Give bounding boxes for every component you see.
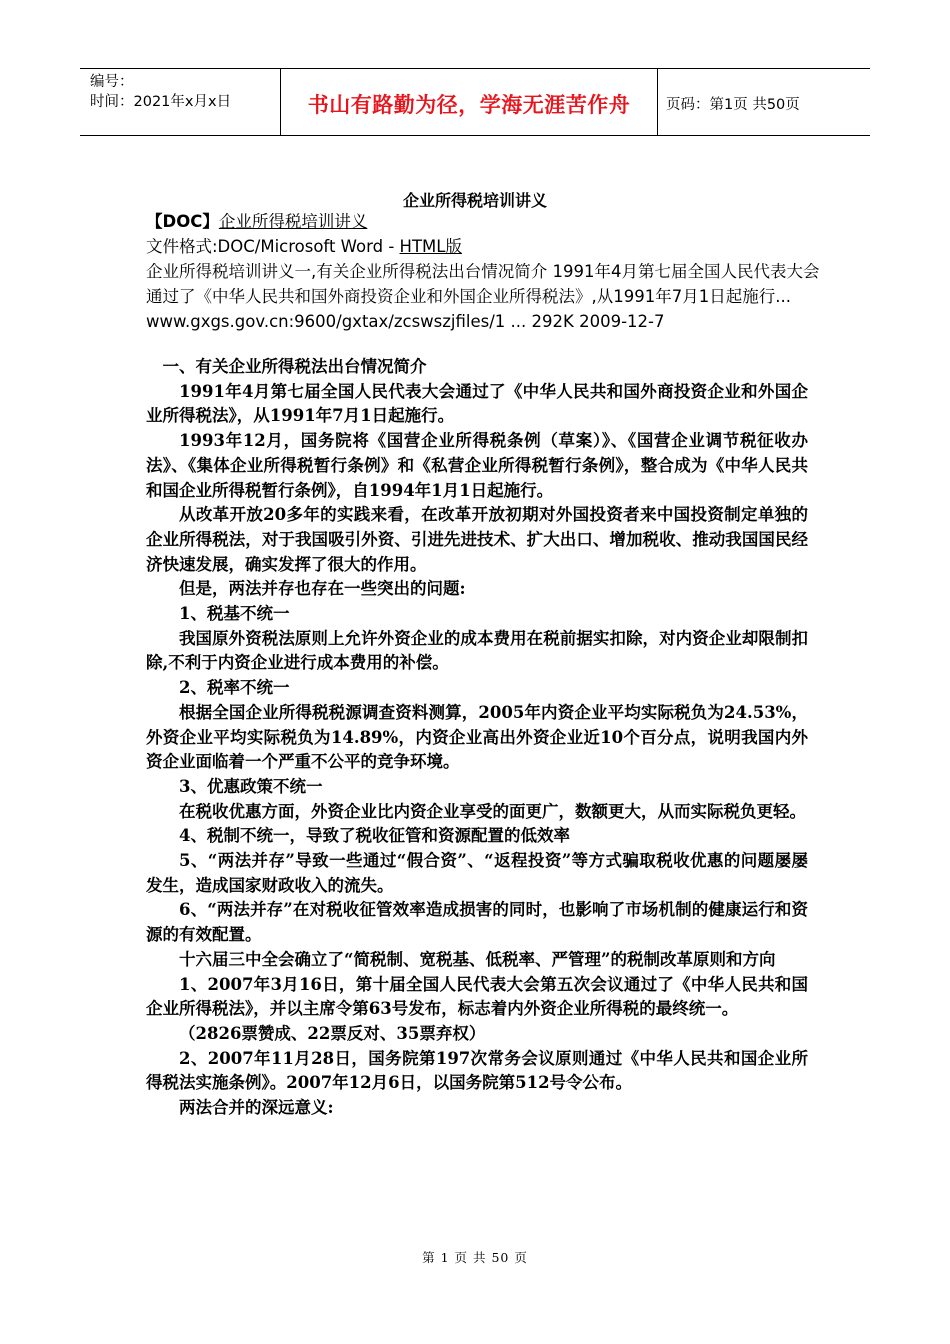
serial-label: 编号： — [90, 74, 134, 90]
paragraph: 十六届三中全会确立了“简税制、宽税基、低税率、严管理”的税制改革原则和方向 — [179, 949, 776, 969]
paragraph: 从改革开放20多年的实践来看，在改革开放初期对外国投资者来中国投资制定单独的企业所得税法，对于我国吸引外资、引进先进技术、扩大出口、增加税收、推动我国国民经济快速发展，确实发挥了很大的作用。 — [146, 505, 808, 574]
snippet-url: www.gxgs.gov.cn:9600/gxtax/zcswszjfiles/1 ... 292K 2009-12-7 — [146, 312, 665, 331]
list-item: 1、税基不统一 — [179, 604, 290, 624]
paragraph: 1、2007年3月16日，第十届全国人民代表大会第五次会议通过了《中华人民共和国企业所得税法》，并以主席令第63号发布，标志着内外资企业所得税的最终统一。 — [146, 974, 808, 1019]
search-result-snippet — [146, 209, 826, 334]
paragraph: 我国原外资税法原则上允许外资企业的成本费用在税前据实扣除，对内资企业却限制扣除,不利于内资企业进行成本费用的补偿。 — [146, 628, 808, 673]
doc-tag: 【DOC】 — [146, 212, 219, 231]
format-prefix: 文件格式:DOC/Microsoft Word - — [146, 237, 400, 256]
list-item: 4、税制不统一，导致了税收征管和资源配置的低效率 — [179, 826, 570, 846]
snippet-title-link[interactable]: 企业所得税培训讲义 — [218, 212, 368, 231]
paragraph: （2826票赞成、22票反对、35票弃权） — [179, 1023, 486, 1043]
paragraph: 2、2007年11月28日，国务院第197次常务会议原则通过《中华人民共和国企业所得税法实施条例》。2007年12月6日，以国务院第512号令公布。 — [146, 1048, 808, 1093]
list-item: 5、“两法并存”导致一些通过“假合资”、“返程投资”等方式骗取税收优惠的问题屡屡发生，造成国家财政收入的流失。 — [146, 851, 808, 895]
section-heading: 一、有关企业所得税法出台情况简介 — [162, 357, 427, 376]
snippet-format-row — [146, 234, 826, 259]
paragraph: 1993年12月，国务院将《国营企业所得税条例（草案）》、《国营企业调节税征收办法》、《集体企业所得税暂行条例》和《私营企业所得税暂行条例》，整合成为《中华人民共和国企业所得税暂行条例》，自1994年1月1日起施行。 — [146, 431, 808, 500]
list-item: 3、优惠政策不统一 — [179, 776, 323, 796]
page-header — [80, 68, 870, 136]
header-page-info: 页码：第1页 共50页 — [666, 96, 800, 113]
list-item: 6、“两法并存”在对税收征管效率造成损害的同时，也影响了市场机制的健康运行和资源的有效配置。 — [146, 900, 808, 945]
header-motto: 书山有路勤为径，学海无涯苦作舟 — [280, 69, 658, 135]
snippet-summary: 企业所得税培训讲义一,有关企业所得税法出台情况简介 1991年4月第七届全国人民代表大会通过了《中华人民共和国外商投资企业和外国企业所得税法》,从1991年7月1日起施行... — [146, 262, 820, 306]
paragraph: 但是，两法并存也存在一些突出的问题: — [179, 579, 466, 599]
paragraph: 在税收优惠方面，外资企业比内资企业享受的面更广，数额更大，从而实际税负更轻。 — [179, 801, 806, 821]
time-label: 时间：2021年x月x日 — [90, 94, 232, 110]
header-meta — [80, 69, 280, 135]
snippet-title-row — [146, 209, 826, 234]
html-version-link[interactable]: HTML版 — [399, 237, 462, 256]
paragraph: 1991年4月第七届全国人民代表大会通过了《中华人民共和国外商投资企业和外国企业所得税法》，从1991年7月1日起施行。 — [146, 381, 808, 426]
document-title: 企业所得税培训讲义 — [402, 191, 547, 210]
paragraph: 根据全国企业所得税税源调查资料测算，2005年内资企业平均实际税负为24.53%，外资企业平均实际税负为14.89%，内资企业高出外资企业近10个百分点，说明我国内外资企业面临着一个严重不公平的竞争环境。 — [146, 702, 808, 772]
list-item: 2、税率不统一 — [179, 678, 290, 698]
document-body — [146, 355, 808, 1121]
page-footer: 第 1 页 共 50 页 — [422, 1250, 528, 1265]
paragraph: 两法合并的深远意义: — [179, 1098, 334, 1118]
